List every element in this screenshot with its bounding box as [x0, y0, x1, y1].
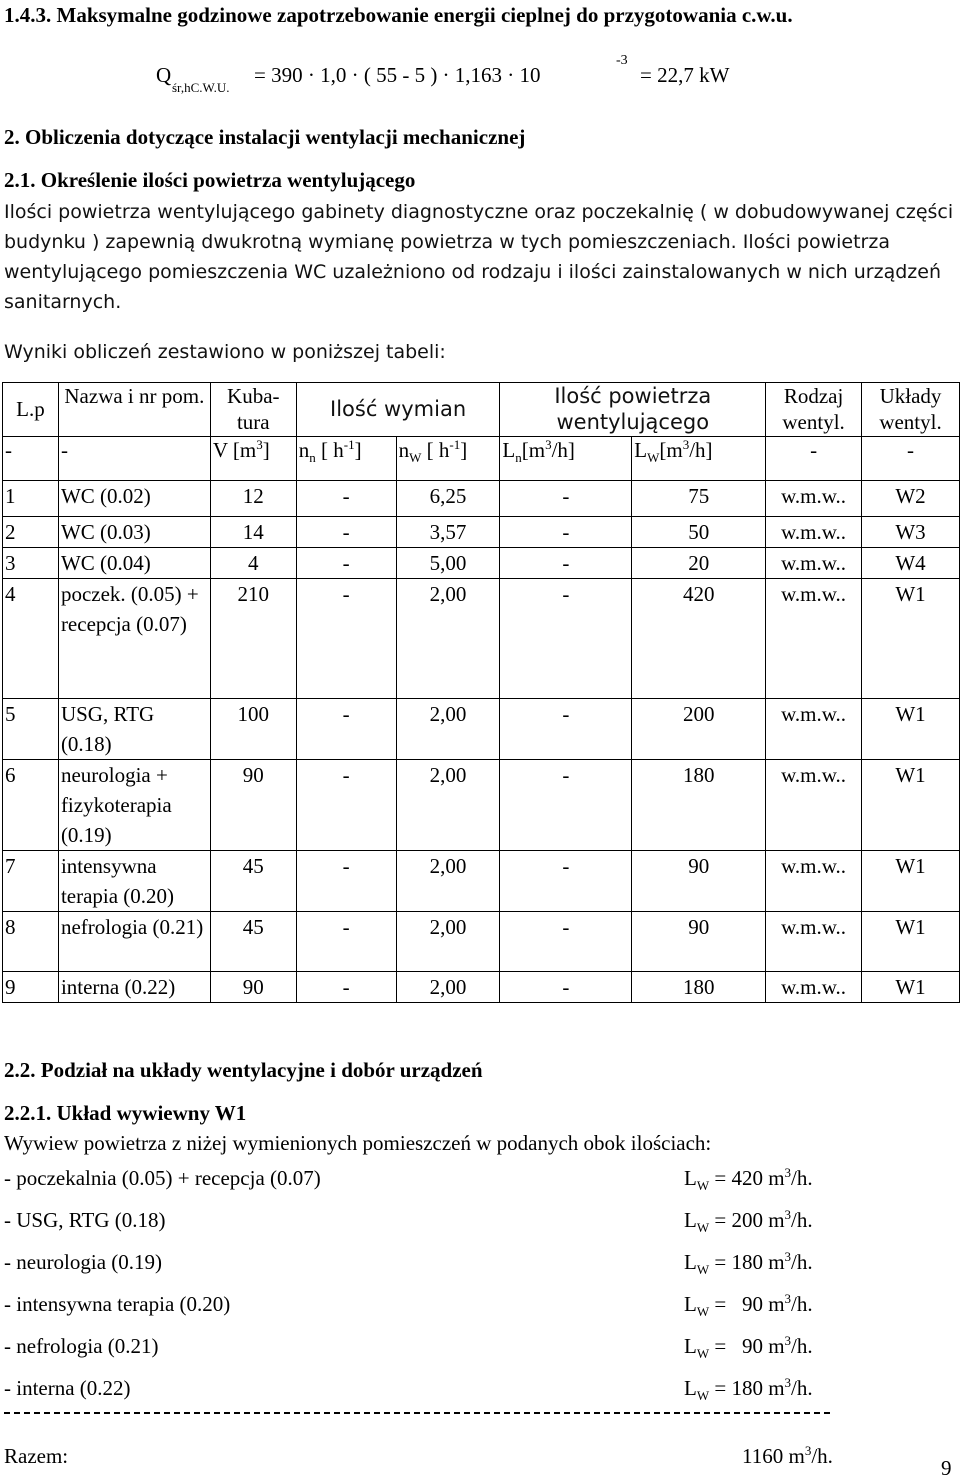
cell-uklad: W1 [862, 759, 960, 850]
exhaust-item-value: $L_W = 90$ $m^3/h$. [684, 1333, 813, 1362]
section-heading-2: 2. Obliczenia dotyczące instalacji wentylacji mechanicznej [4, 125, 526, 149]
exhaust-item-label: - poczekalnia (0.05) + recepcja (0.07) [4, 1166, 321, 1190]
cell-nn: - [296, 698, 396, 759]
cell-rodzaj: w.m.w.. [766, 850, 862, 911]
cell-name: poczek. (0.05) + recepcja (0.07) [58, 578, 210, 698]
cell-nn: - [296, 480, 396, 516]
header-powietrza: Ilość powietrza wentylującego [500, 383, 766, 437]
cell-rodzaj: w.m.w.. [766, 547, 862, 578]
cell-lp: 8 [3, 911, 59, 971]
cell-lw: 90 [632, 911, 766, 971]
cell-lw: 50 [632, 516, 766, 547]
cell-lw: 90 [632, 850, 766, 911]
exhaust-item-value: $L_W = 90$ $m^3/h$. [684, 1291, 813, 1320]
exhaust-item-value: $L_W = 200$ $m^3/h$. [684, 1207, 813, 1236]
cell-ln: - [500, 698, 632, 759]
results-table [2, 382, 960, 1003]
cell-ln: - [500, 850, 632, 911]
table-header-row [3, 383, 960, 437]
cell-uklad: W1 [862, 850, 960, 911]
cell-uklad: W1 [862, 698, 960, 759]
table-row [3, 547, 960, 578]
formula-exponent: -3 [616, 53, 628, 68]
header-rodzaj: Rodzaj wentyl. [766, 383, 862, 437]
cell-ln: - [500, 911, 632, 971]
exhaust-item-value: $L_W = 420$ $m^3/h$. [684, 1165, 813, 1194]
cell-nw: 2,00 [396, 850, 500, 911]
cell-lw: 180 [632, 759, 766, 850]
exhaust-item-label: - interna (0.22) [4, 1376, 131, 1400]
unit-v: V $[m^3]$ [210, 436, 296, 480]
cell-lp: 5 [3, 698, 59, 759]
unit-nw: $n_W$ [ $h^{-1}$] [396, 436, 500, 480]
table-row [3, 971, 960, 1002]
cell-nn: - [296, 516, 396, 547]
cell-v: 45 [210, 850, 296, 911]
table-row [3, 578, 960, 698]
section-heading-2-2: 2.2. Podział na układy wentylacyjne i dobór urządzeń [4, 1058, 483, 1082]
section-heading-1-4-3: 1.4.3. Maksymalne godzinowe zapotrzebowanie energii cieplnej do przygotowania c.w.u. [4, 3, 793, 27]
exhaust-item-label: - nefrologia (0.21) [4, 1334, 159, 1358]
cell-uklad: W3 [862, 516, 960, 547]
exhaust-item-label: - USG, RTG (0.18) [4, 1208, 166, 1232]
header-uklady: Układy wentyl. [862, 383, 960, 437]
exhaust-item-label: - intensywna terapia (0.20) [4, 1292, 231, 1316]
header-lp: L.p [3, 383, 59, 437]
cell-v: 45 [210, 911, 296, 971]
cell-lp: 2 [3, 516, 59, 547]
cell-v: 4 [210, 547, 296, 578]
cell-lp: 9 [3, 971, 59, 1002]
cell-nn: - [296, 578, 396, 698]
cell-name: WC (0.02) [58, 480, 210, 516]
page-number: 9 [941, 1456, 952, 1480]
cell-name: intensywna terapia (0.20) [58, 850, 210, 911]
paragraph-table-intro: Wyniki obliczeń zestawiono w poniższej tabeli: [4, 341, 446, 363]
cell-v: 210 [210, 578, 296, 698]
cell-rodzaj: w.m.w.. [766, 759, 862, 850]
cell-ln: - [500, 516, 632, 547]
formula-body: = 390 · 1,0 · ( 55 - 5 ) · 1,163 · 10 [254, 63, 541, 87]
unit-lw: $L_W[m^3/h]$ [632, 436, 766, 480]
cell-ln: - [500, 547, 632, 578]
cell-uklad: W1 [862, 578, 960, 698]
table-units-row [3, 436, 960, 480]
total-value: 1160 $m^3/h$. [742, 1443, 833, 1468]
table-row [3, 698, 960, 759]
cell-lp: 7 [3, 850, 59, 911]
cell-nw: 2,00 [396, 971, 500, 1002]
cell-rodzaj: w.m.w.. [766, 911, 862, 971]
cell-ln: - [500, 759, 632, 850]
exhaust-item-value: $L_W = 180$ $m^3/h$. [684, 1375, 813, 1404]
cell-lw: 200 [632, 698, 766, 759]
header-kubatura: Kuba- tura [210, 383, 296, 437]
cell-name: neurologia + fizykoterapia (0.19) [58, 759, 210, 850]
cell-name: WC (0.03) [58, 516, 210, 547]
unit-nn: $n_n$ [ $h^{-1}$] [296, 436, 396, 480]
cell-nn: - [296, 759, 396, 850]
cell-v: 90 [210, 971, 296, 1002]
cell-nn: - [296, 911, 396, 971]
formula-subscript: śr,hC.W.U. [172, 80, 230, 95]
cell-uklad: W1 [862, 971, 960, 1002]
section-heading-2-2-1: 2.2.1. Układ wywiewny W1 [4, 1101, 247, 1125]
table-row [3, 759, 960, 850]
cell-rodzaj: w.m.w.. [766, 516, 862, 547]
cell-name: WC (0.04) [58, 547, 210, 578]
cell-nw: 3,57 [396, 516, 500, 547]
header-wymian: Ilość wymian [296, 383, 500, 437]
cell-nw: 2,00 [396, 911, 500, 971]
section-heading-2-1: 2.1. Określenie ilości powietrza wentylującego [4, 168, 416, 192]
cell-ln: - [500, 578, 632, 698]
cell-name: USG, RTG (0.18) [58, 698, 210, 759]
unit-lp: - [3, 436, 59, 480]
cell-lp: 4 [3, 578, 59, 698]
cell-lp: 3 [3, 547, 59, 578]
divider-line [4, 1412, 830, 1414]
cell-lp: 6 [3, 759, 59, 850]
formula-result: = 22,7 kW [640, 63, 730, 87]
table-row [3, 480, 960, 516]
cell-nw: 2,00 [396, 759, 500, 850]
cell-v: 14 [210, 516, 296, 547]
unit-name: - [58, 436, 210, 480]
unit-ln: $L_n[m^3/h]$ [500, 436, 632, 480]
cell-ln: - [500, 480, 632, 516]
unit-rodzaj: - [766, 436, 862, 480]
cell-lw: 420 [632, 578, 766, 698]
cell-uklad: W2 [862, 480, 960, 516]
cell-v: 100 [210, 698, 296, 759]
cell-nn: - [296, 850, 396, 911]
cell-name: interna (0.22) [58, 971, 210, 1002]
cell-rodzaj: w.m.w.. [766, 578, 862, 698]
cell-v: 12 [210, 480, 296, 516]
cell-rodzaj: w.m.w.. [766, 971, 862, 1002]
cell-ln: - [500, 971, 632, 1002]
table-row [3, 911, 960, 971]
cell-lw: 75 [632, 480, 766, 516]
cell-lw: 180 [632, 971, 766, 1002]
unit-uklady: - [862, 436, 960, 480]
cell-lw: 20 [632, 547, 766, 578]
cell-nw: 2,00 [396, 698, 500, 759]
cell-nw: 5,00 [396, 547, 500, 578]
cell-nw: 2,00 [396, 578, 500, 698]
paragraph-ventilation: Ilości powietrza wentylującego gabinety diagnostyczne oraz poczekalnię ( w dobudowywanej części budynku ) zapewnią dwukrotną wymianę powietrza w tych pomieszczeniach. Ilości powietrza wentylującego pomieszczenia WC uzależniono od rodzaju i ilości zainstalowanych w nich urządzeń sanitarnych. [4, 201, 954, 313]
cell-lp: 1 [3, 480, 59, 516]
formula-symbol: Q [156, 63, 172, 87]
exhaust-item-value: $L_W = 180$ $m^3/h$. [684, 1249, 813, 1278]
cell-nw: 6,25 [396, 480, 500, 516]
header-name: Nazwa i nr pom. [58, 383, 210, 437]
cell-uklad: W4 [862, 547, 960, 578]
cell-uklad: W1 [862, 911, 960, 971]
cell-rodzaj: w.m.w.. [766, 698, 862, 759]
total-label: Razem: [4, 1444, 69, 1468]
table-row [3, 850, 960, 911]
cell-nn: - [296, 547, 396, 578]
cell-nn: - [296, 971, 396, 1002]
exhaust-item-label: - neurologia (0.19) [4, 1250, 163, 1274]
cell-v: 90 [210, 759, 296, 850]
table-row [3, 516, 960, 547]
exhaust-intro: Wywiew powietrza z niżej wymienionych pomieszczeń w podanych obok ilościach: [4, 1131, 712, 1155]
cell-rodzaj: w.m.w.. [766, 480, 862, 516]
cell-name: nefrologia (0.21) [58, 911, 210, 971]
